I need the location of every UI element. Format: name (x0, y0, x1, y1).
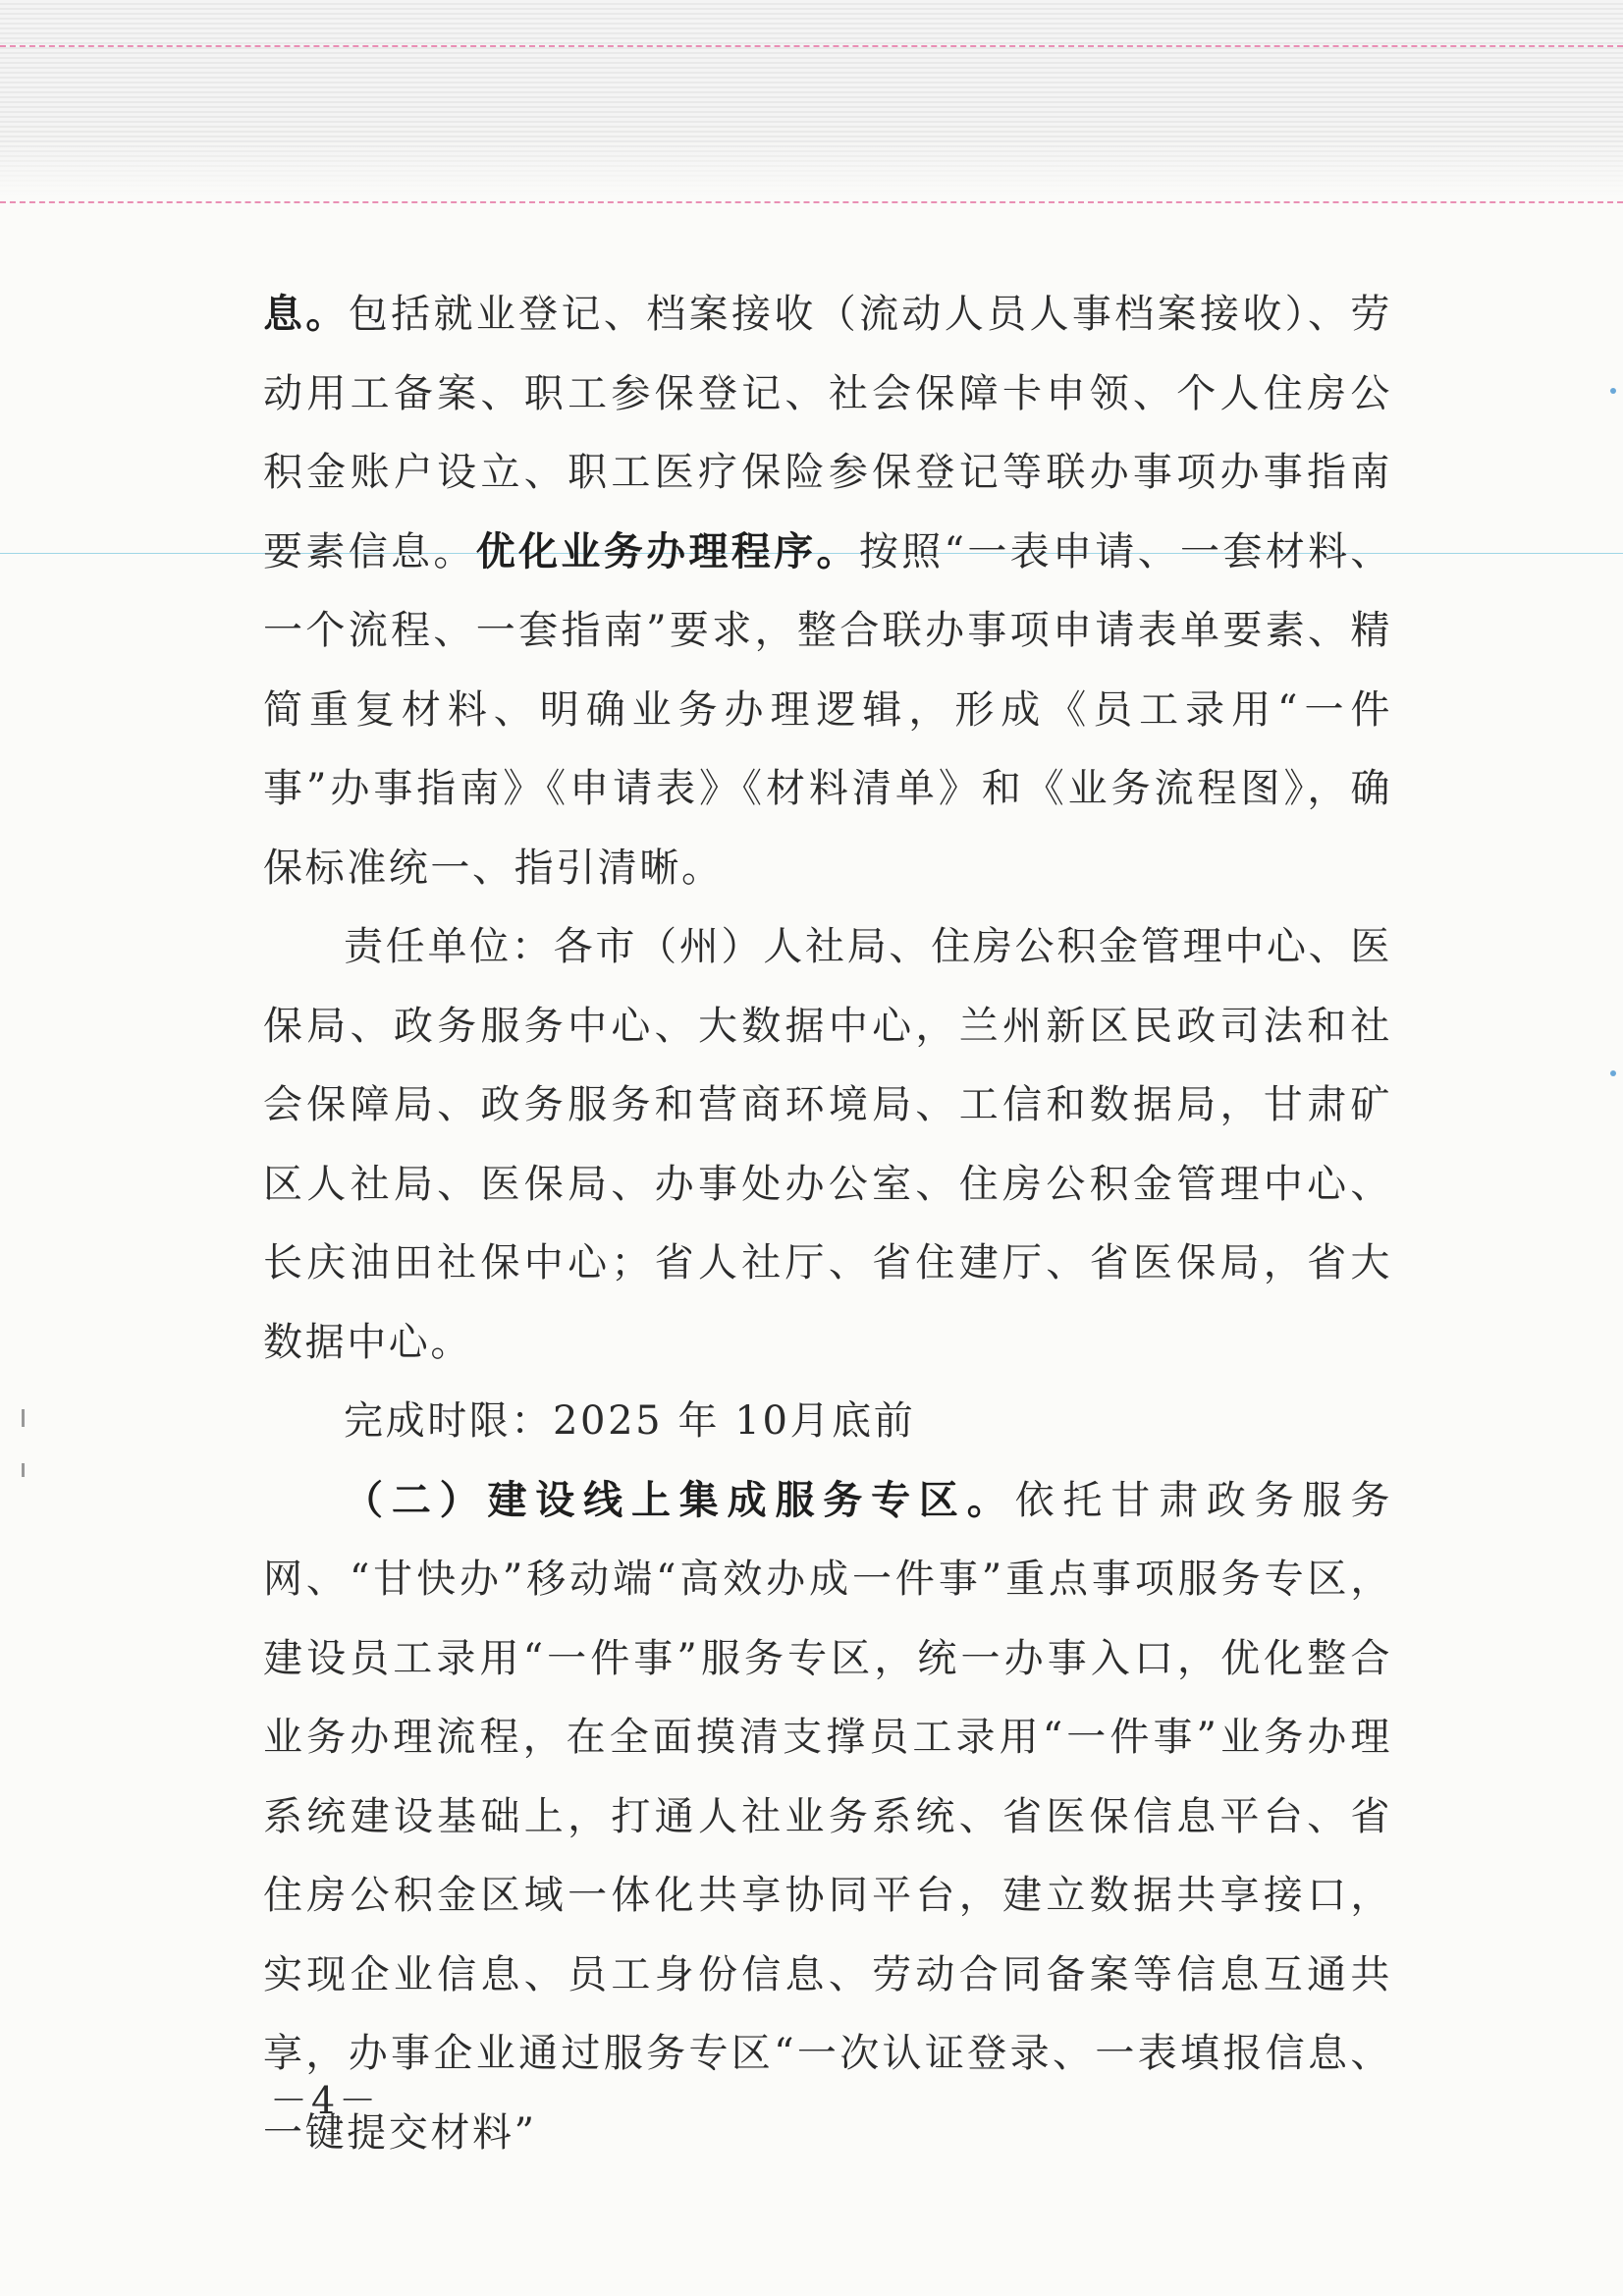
scan-artifact-dot (1610, 388, 1616, 394)
paragraph-1-lead: 息。 (263, 291, 349, 337)
scan-artifact-band (0, 0, 1623, 196)
responsible-units: 责任单位：各市（州）人社局、住房公积金管理中心、医保局、政务服务中心、大数据中心，兰州新区民政司法和社会保障局、政务服务和营商环境局、工信和数据局，甘肃矿区人社局、医保局、办事处办公室、住房公积金管理中心、长庆油田社保中心；省人社厅、省住建厅、省医保局，省大数据中心。 (263, 924, 1392, 1365)
section-two-heading: （二）建设线上集成服务专区。 (344, 1476, 1015, 1523)
section-two-body: 依托甘肃政务服务网、“甘快办”移动端“高效办成一件事”重点事项服务专区，建设员工录用“一件事”服务专区，统一办事入口，优化整合业务办理流程，在全面摸清支撑员工录用“一件事”业务办理系统建设基础上，打通人社业务系统、省医保信息平台、省住房公积金区域一体化共享协同平台，建立数据共享接口，实现企业信息、员工身份信息、劳动合同备案等信息互通共享，办事企业通过服务专区“一次认证登录、一表填报信息、一键提交材料” (263, 1477, 1392, 2156)
paragraph-1 (263, 275, 1392, 907)
section-two (263, 1461, 1392, 2173)
scan-artifact-tick (22, 1409, 25, 1427)
paragraph-1-heading: 优化业务办理程序。 (475, 527, 859, 574)
scan-artifact-tick (22, 1463, 25, 1477)
document-page (263, 275, 1392, 2172)
scan-artifact-dot (1610, 1070, 1616, 1076)
deadline: 完成时限：2025 年 10月底前 (344, 1398, 916, 1444)
scan-artifact-line (0, 45, 1623, 47)
scan-artifact-line (0, 201, 1623, 203)
page-number: －4－ (270, 2079, 381, 2122)
paragraph-1-body: 包括就业登记、档案接收（流动人员人事档案接收）、劳动用工备案、职工参保登记、社会保障卡申领、个人住房公积金账户设立、职工医疗保险参保登记等联办事项办事指南要素信息。 (263, 292, 1393, 574)
paragraph-1-body-2: 按照“一表申请、一套材料、一个流程、一套指南”要求，整合联办事项申请表单要素、精简重复材料、明确业务办理逻辑，形成《员工录用“一件事”办事指南》《申请表》《材料清单》和《业务流程图》，确保标准统一、指引清晰。 (263, 528, 1393, 891)
